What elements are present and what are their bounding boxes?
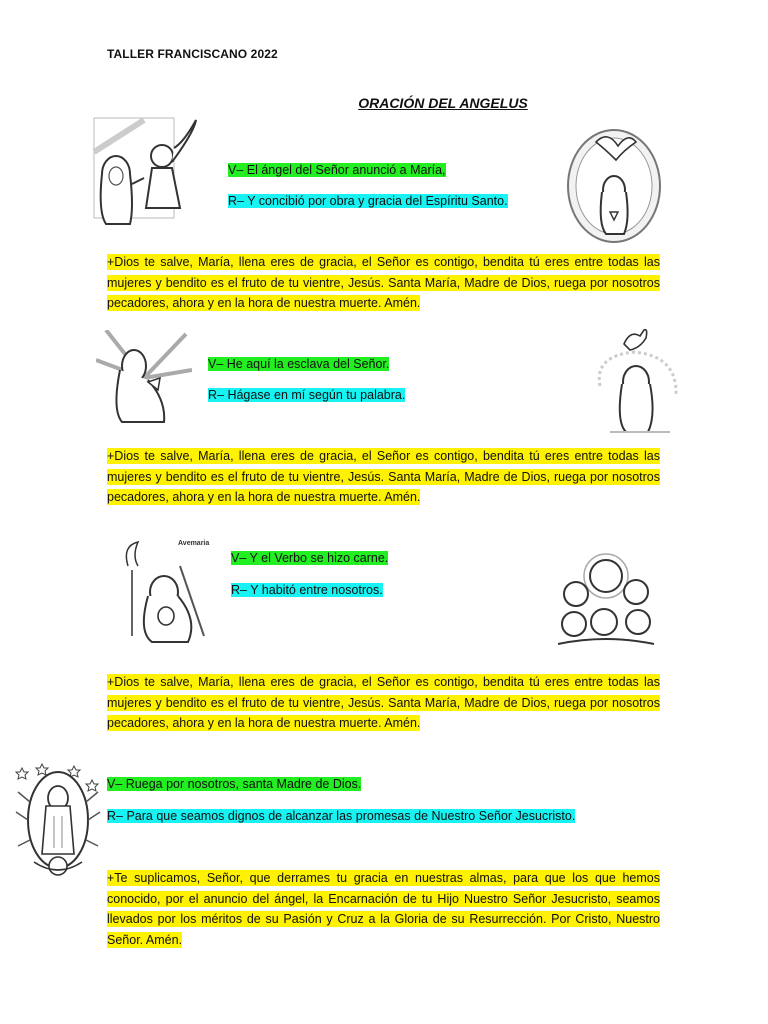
mary-praying-illustration	[96, 330, 192, 426]
avemaria-illustration	[108, 536, 220, 648]
page-title: ORACIÓN DEL ANGELUS	[358, 95, 528, 111]
mary-hand-illustration	[590, 326, 686, 438]
jesus-children-illustration	[548, 548, 662, 652]
response-line: R– Y habitó entre nosotros.	[231, 583, 383, 597]
versicle-line: V– Y el Verbo se hizo carne.	[231, 551, 389, 565]
versicle-line: V– He aquí la esclava del Señor.	[208, 357, 390, 371]
versicle-line: V– Ruega por nosotros, santa Madre de Dios.	[107, 777, 362, 791]
versicle-line: V– El ángel del Señor anunció a María,	[228, 163, 446, 177]
guadalupe-illustration	[14, 762, 102, 878]
response-line: R– Para que seamos dignos de alcanzar las promesas de Nuestro Señor Jesucristo.	[107, 809, 576, 823]
response-line: R– Hágase en mí según tu palabra.	[208, 388, 406, 402]
hail-mary-prayer: +Dios te salve, María, llena eres de gracia, el Señor es contigo, bendita tú eres entre todas las mujeres y bendito es el fruto de tu vientre, Jesús. Santa María, Madre de Dios, ruega por nosotros pecadores, ahora y en la hora de nuestra muerte. Amén.	[107, 675, 660, 730]
hail-mary-prayer: +Dios te salve, María, llena eres de gracia, el Señor es contigo, bendita tú eres entre todas las mujeres y bendito es el fruto de tu vientre, Jesús. Santa María, Madre de Dios, ruega por nosotros pecadores, ahora y en la hora de nuestra muerte. Amén.	[107, 449, 660, 504]
annunciation-illustration	[84, 112, 214, 228]
hail-mary-prayer: +Dios te salve, María, llena eres de gracia, el Señor es contigo, bendita tú eres entre todas las mujeres y bendito es el fruto de tu vientre, Jesús. Santa María, Madre de Dios, ruega por nosotros pecadores, ahora y en la hora de nuestra muerte. Amén.	[107, 255, 660, 310]
document-header: TALLER FRANCISCANO 2022	[107, 47, 278, 61]
response-line: R– Y concibió por obra y gracia del Espíritu Santo.	[228, 194, 508, 208]
closing-prayer: +Te suplicamos, Señor, que derrames tu gracia en nuestras almas, para que los que hemos conocido, por el anuncio del ángel, la Encarnación de tu Hijo Nuestro Señor Jesucristo, seamos llevados por los méritos de su Pasión y Cruz a la Gloria de su Resurrección. Por Cristo, Nuestro Señor. Amén.	[107, 871, 660, 947]
mary-dove-illustration	[562, 120, 670, 246]
avemaria-label: Avemaria	[178, 540, 210, 547]
